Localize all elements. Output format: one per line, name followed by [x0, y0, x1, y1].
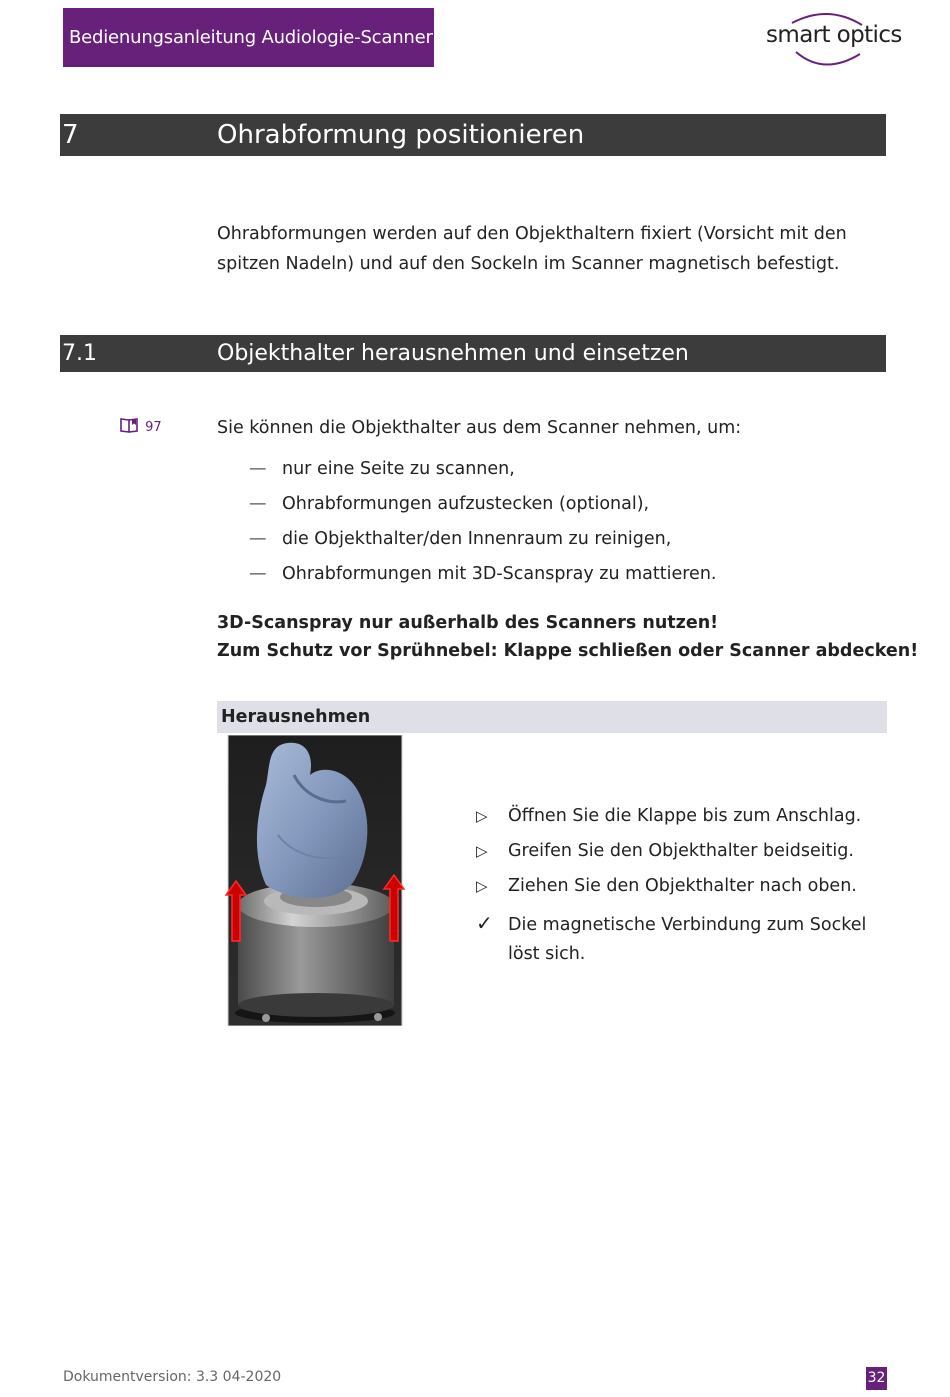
section-7-1-heading: [60, 335, 886, 372]
logo-text: smart optics: [766, 22, 902, 48]
subsection-title: Objekthalter herausnehmen und einsetzen: [217, 341, 689, 366]
list-item-text: Ohrabformungen mit 3D-Scanspray zu mattieren.: [282, 564, 717, 584]
warning-line: 3D-Scanspray nur außerhalb des Scanners nutzen!: [217, 613, 719, 633]
list-item: [249, 455, 716, 490]
result-text: Die magnetische Verbindung zum Sockel löst sich.: [508, 915, 867, 964]
warning-note: [217, 609, 918, 665]
step-triangle-icon: ▷: [476, 807, 488, 825]
document-version: Dokumentversion: 3.3 04-2020: [63, 1369, 282, 1385]
subsection-number: 7.1: [62, 341, 97, 366]
list-item: [249, 560, 716, 595]
step-text: Greifen Sie den Objekthalter beidseitig.: [508, 841, 854, 861]
checkmark-icon: ✓: [476, 911, 493, 935]
document-title: Bedienungsanleitung Audiologie-Scanner: [63, 8, 434, 67]
intro-paragraph: Ohrabformungen werden auf den Objekthaltern fixiert (Vorsicht mit den spitzen Nadeln) und auf den Sockeln im Scanner magnetisch befestigt.: [217, 224, 847, 274]
section-number: 7: [62, 120, 79, 150]
smart-optics-logo: [762, 8, 902, 68]
procedure-step: [476, 802, 876, 837]
dash-marker: —: [249, 494, 267, 514]
section-title: Ohrabformung positionieren: [217, 120, 585, 150]
object-holder-photo: [222, 735, 408, 1026]
list-item-text: Ohrabformungen aufzustecken (optional),: [282, 494, 650, 514]
procedure-heading: Herausnehmen: [217, 701, 887, 733]
warning-line: Zum Schutz vor Sprühnebel: Klappe schließen oder Scanner abdecken!: [217, 641, 919, 661]
list-item-text: die Objekthalter/den Innenraum zu reinigen,: [282, 529, 672, 549]
book-icon: [119, 417, 141, 434]
reference-page-number: 97: [145, 420, 162, 435]
procedure-steps: [476, 802, 876, 969]
dash-marker: —: [249, 564, 267, 584]
list-item: [249, 490, 716, 525]
page-reference-link[interactable]: [119, 417, 162, 435]
reasons-list: [249, 455, 716, 595]
list-item: [249, 525, 716, 560]
procedure-result: [476, 911, 876, 969]
dash-marker: —: [249, 459, 267, 479]
page-number: 32: [866, 1367, 887, 1390]
section-7-heading: [60, 114, 886, 156]
procedure-step: [476, 837, 876, 872]
dash-marker: —: [249, 529, 267, 549]
step-text: Ziehen Sie den Objekthalter nach oben.: [508, 876, 857, 896]
step-triangle-icon: ▷: [476, 877, 488, 895]
list-item-text: nur eine Seite zu scannen,: [282, 459, 515, 479]
lead-text: Sie können die Objekthalter aus dem Scanner nehmen, um:: [217, 418, 742, 438]
procedure-step: [476, 872, 876, 907]
step-text: Öffnen Sie die Klappe bis zum Anschlag.: [508, 806, 862, 826]
step-triangle-icon: ▷: [476, 842, 488, 860]
